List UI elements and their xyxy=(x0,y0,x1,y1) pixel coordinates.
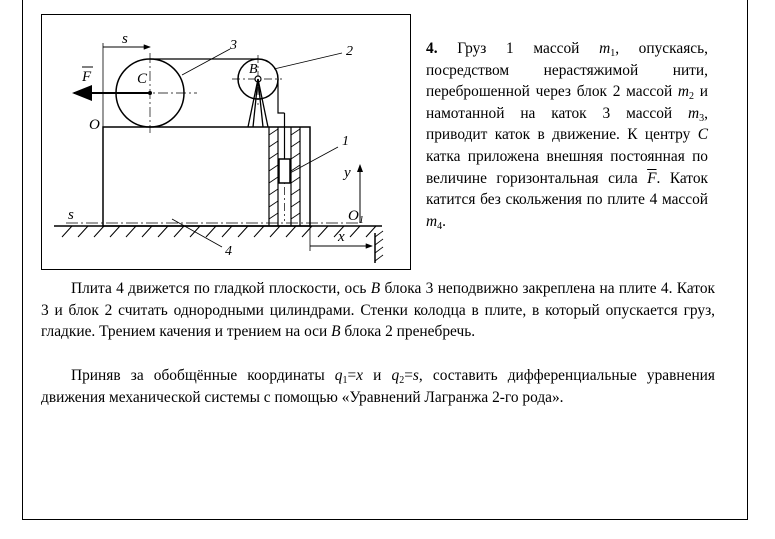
mechanism-diagram xyxy=(42,15,412,271)
paragraph-text: блока 3 неподвижно закреплена на плите 4. Каток 3 и блок 2 считать однородными цилиндрами. Стенки колодца в плите, в который опускается груз, гладкие. Трением качения и трением на оси xyxy=(41,280,715,341)
label-1: 1 xyxy=(342,134,349,149)
label-y: y xyxy=(344,165,351,181)
mass-subscript: 1 xyxy=(610,48,616,59)
label-3: 3 xyxy=(230,38,237,53)
problem-text: . Каток катится без скольжения по плите 4 массой xyxy=(426,169,709,209)
problem-text: , приводит каток в движение. К центру xyxy=(426,104,708,144)
coord-symbol: q xyxy=(334,367,343,384)
label-s-top: s xyxy=(122,31,128,47)
ground-hatching xyxy=(62,226,376,237)
mass-subscript: 2 xyxy=(689,91,695,103)
coord-subscript: 1 xyxy=(342,375,348,386)
point-symbol: B xyxy=(370,280,381,297)
problem-text: Груз 1 массой xyxy=(437,40,600,57)
label-4: 4 xyxy=(225,244,232,259)
label-2: 2 xyxy=(346,44,353,59)
paragraph-conditions xyxy=(41,278,715,343)
point-symbol: C xyxy=(697,126,708,144)
paragraph-text: и xyxy=(363,367,392,384)
problem-text: . xyxy=(442,212,446,230)
paragraph-text: Плита 4 движется по гладкой плоскости, ось xyxy=(71,280,371,297)
problem-text: и намотанной на каток 3 массой xyxy=(426,83,709,122)
mass-subscript: 4 xyxy=(437,220,443,232)
mass-symbol: m xyxy=(599,40,611,57)
label-B: B xyxy=(249,62,258,77)
coord-symbol: s xyxy=(412,367,419,384)
problem-number: 4. xyxy=(426,40,438,57)
mass-symbol: m xyxy=(426,212,438,230)
problem-statement xyxy=(426,38,708,232)
coord-symbol: x xyxy=(356,367,364,384)
paragraph-text: , составить дифференциальные уравнения движения механической системы с помощью «Уравнений Лагранжа 2-го рода». xyxy=(41,367,715,406)
mass-subscript: 3 xyxy=(699,112,705,124)
paragraph-text: Приняв за обобщённые координаты xyxy=(71,367,335,384)
coord-subscript: 2 xyxy=(399,375,405,386)
equals-sign: = xyxy=(347,367,357,384)
problem-text: , опускаясь, посредством нерастяжимой нити, переброшенной через блок 2 массой xyxy=(426,40,708,101)
paragraph-task xyxy=(41,365,715,408)
label-x: x xyxy=(338,229,345,245)
label-O1: $O_1$ xyxy=(348,208,364,226)
problem-text: катка приложена внешняя постоянная по величине горизонтальная сила xyxy=(426,147,708,187)
label-O: O xyxy=(89,117,100,133)
coord-symbol: q xyxy=(391,367,400,384)
load-1 xyxy=(279,159,290,183)
mechanism-figure xyxy=(41,14,411,270)
mass-symbol: m xyxy=(688,104,700,122)
point-symbol: B xyxy=(331,323,341,341)
label-C: C xyxy=(137,71,148,87)
paragraph-text: блока 2 пренебречь. xyxy=(340,323,476,341)
mass-symbol: m xyxy=(677,83,690,101)
label-s-bottom: s xyxy=(68,207,74,223)
label-F: F xyxy=(82,69,92,85)
force-symbol: $\overline{F}$ xyxy=(647,169,657,187)
equals-sign: = xyxy=(404,367,413,384)
